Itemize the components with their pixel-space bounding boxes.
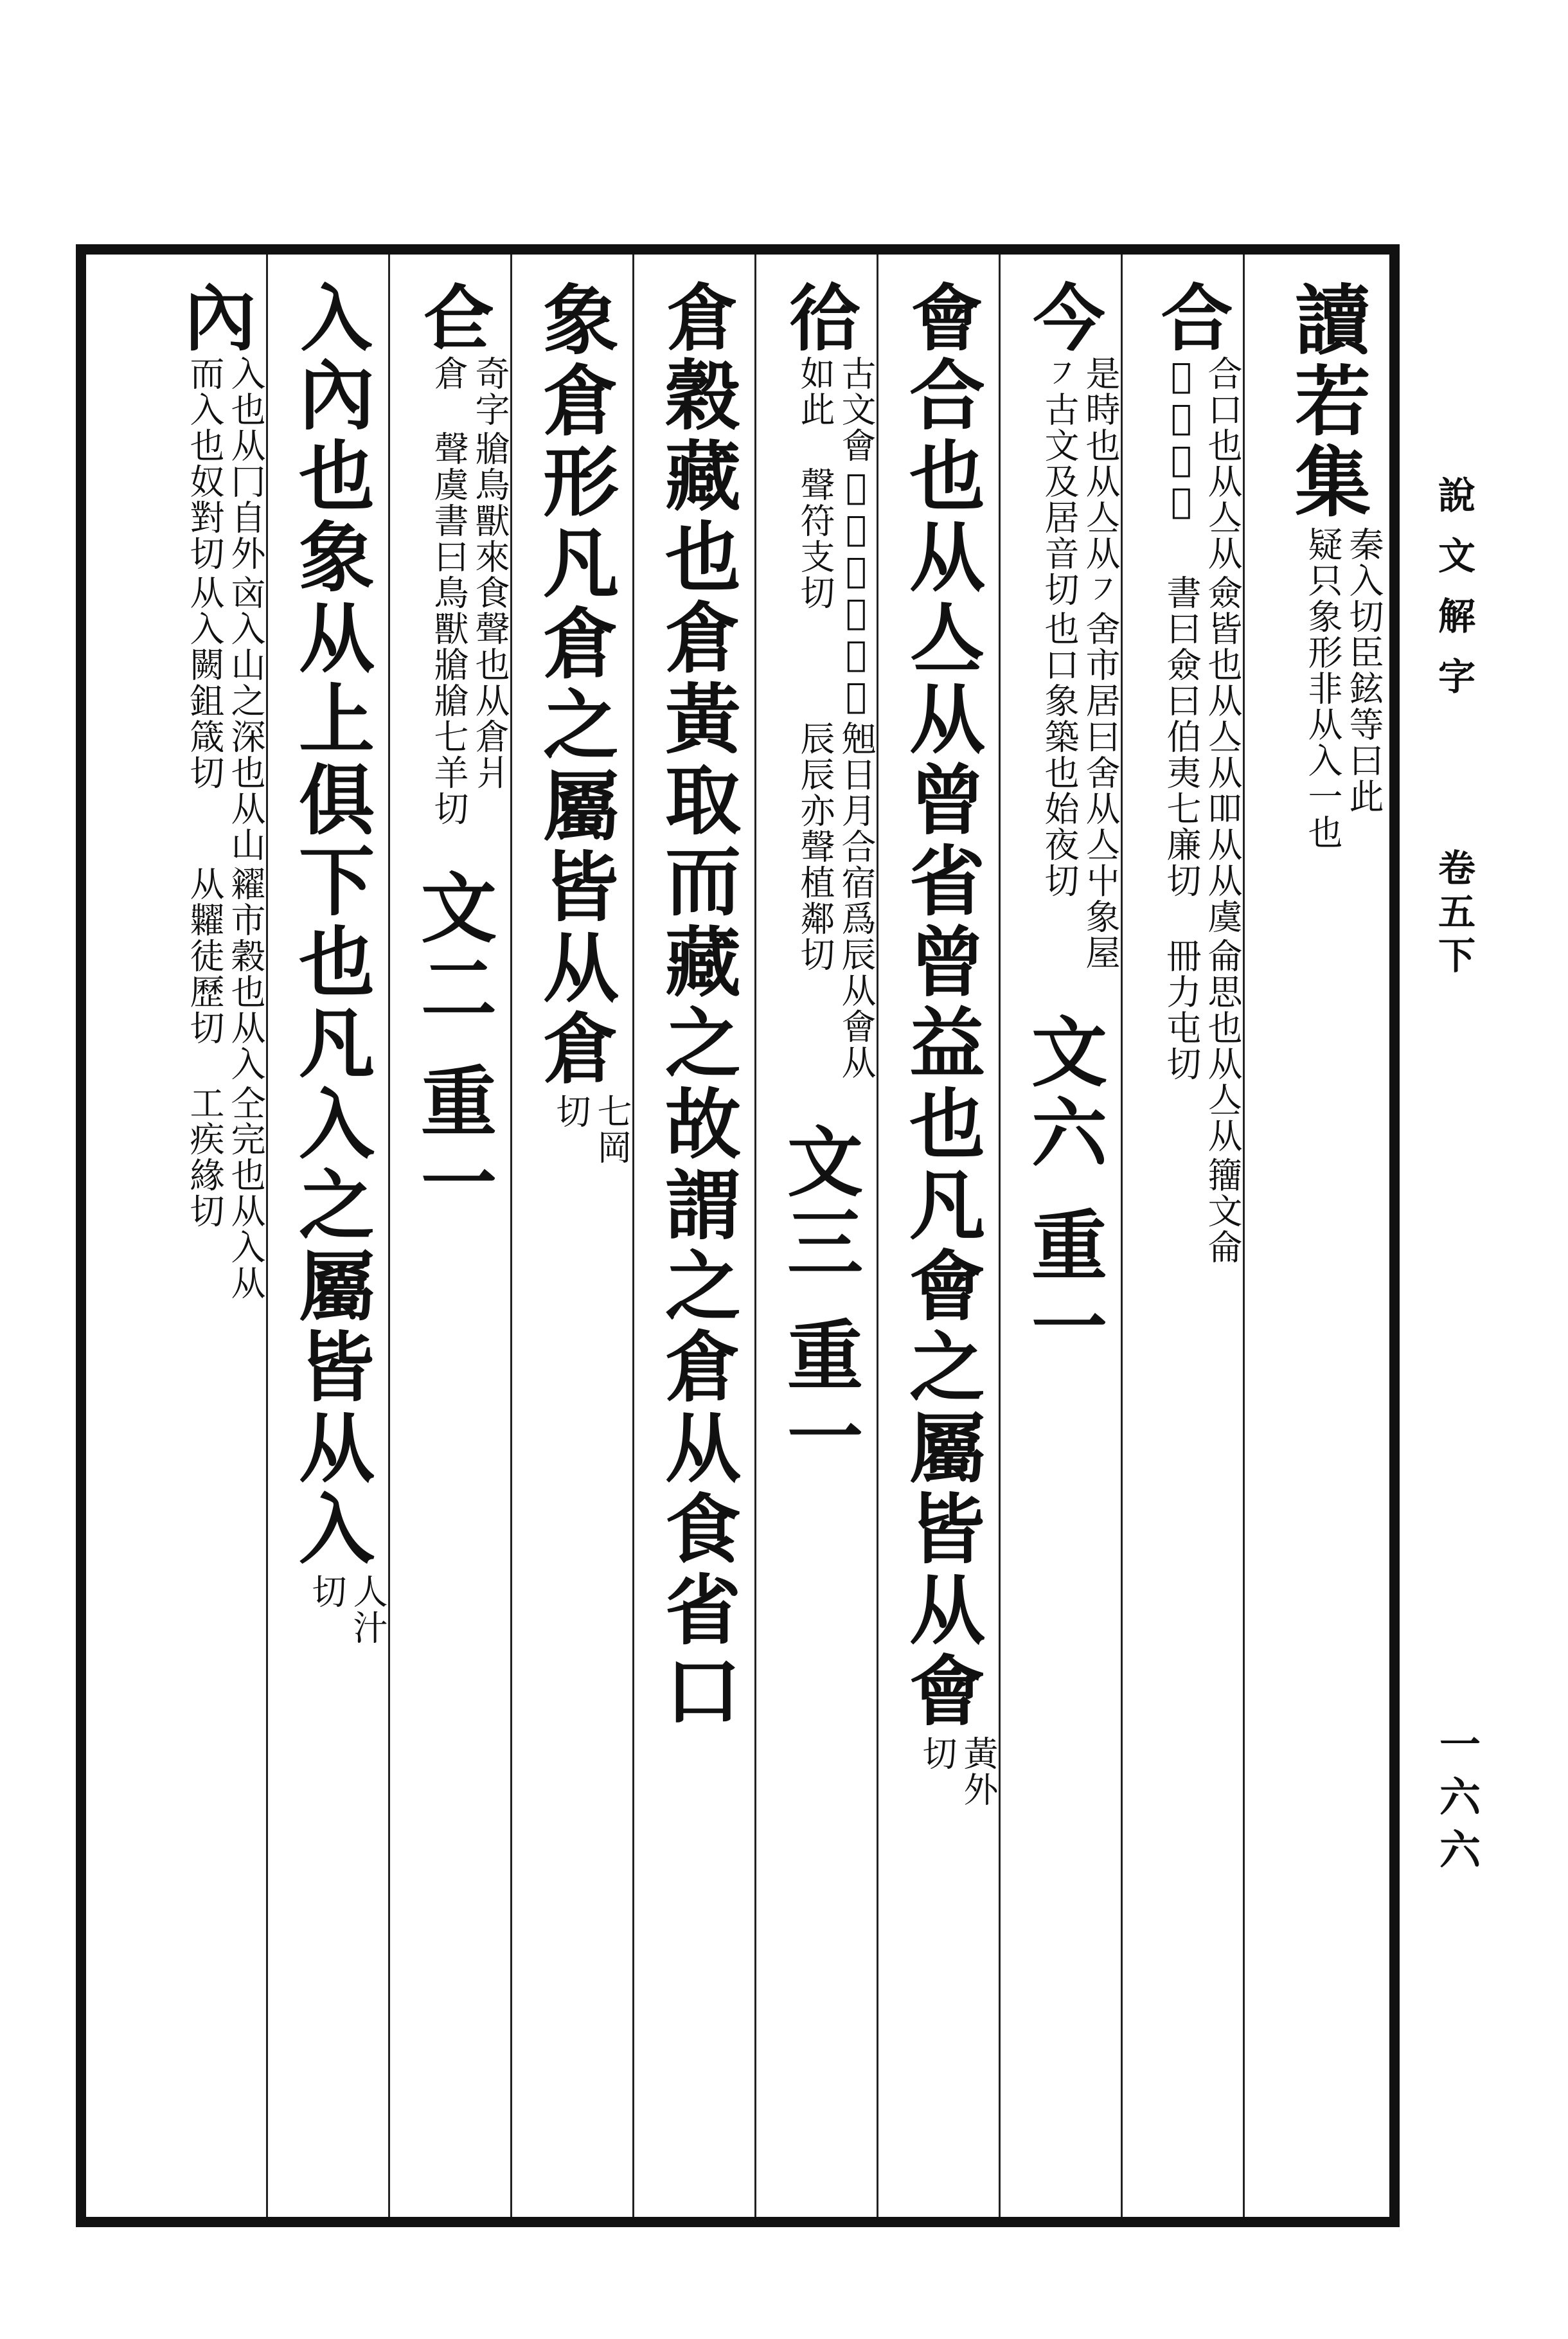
main-text: 穀藏也倉黃取而藏之故謂之倉从食省口 [652, 355, 742, 1733]
character-count: 文六 重一 [1019, 1012, 1108, 1368]
seal-character: 內 [172, 280, 256, 352]
column-rule [1243, 255, 1245, 2217]
annotation: 糴市穀也从入 从糶徒歷切 [184, 866, 266, 1082]
annotation: 牄鳥獸來食聲也从倉爿 聲虞書曰鳥獸牄牄七羊切 [429, 431, 510, 827]
column-rule [754, 255, 756, 2217]
seal-character: 合 [1149, 280, 1233, 352]
column-rule [266, 255, 268, 2217]
annotation: 古文會 如此 [795, 355, 877, 464]
character-count: 文二 重一 [408, 868, 497, 1224]
main-text: 讀若集 [1282, 280, 1371, 523]
annotation: 仝完也从入从 工疾緣切 [184, 1085, 266, 1302]
annotation: 侖思也从亼从 冊力屯切 [1161, 938, 1243, 1154]
annotation: 入也从冂自外 而入也奴對切 [184, 355, 266, 572]
volume-label: 卷五下 [1432, 848, 1475, 980]
annotation: 僉皆也从亼从吅从从虞 書曰僉曰伯夷七廉切 [1161, 575, 1243, 935]
seal-character: 仺 [411, 280, 495, 352]
column-1 [1256, 280, 1384, 2209]
column-5 [767, 280, 877, 2209]
column-rule [877, 255, 878, 2217]
annotation: 舍市居曰舍从亼屮象屋 也口象築也始夜切 [1039, 611, 1121, 971]
annotation: 秦入切臣鉉等曰此 疑只象形非从入一也 [1303, 526, 1384, 851]
column-9 [279, 280, 388, 2209]
annotation: 七岡 切 [551, 1093, 632, 1166]
seal-character: 會 [899, 280, 983, 352]
seal-character: 倉 [655, 280, 739, 352]
page-number: 一六六 [1432, 1723, 1481, 1881]
column-10 [157, 280, 266, 2209]
seal-character: 㣛 [777, 280, 861, 352]
annotation: 合口也从亼从 𠚕侯閤切 [1161, 355, 1243, 572]
main-text: 象倉形凡倉之屬皆从倉 [530, 280, 619, 1090]
annotation: 𢔾益也从會卑 聲符支切 [795, 467, 877, 718]
main-text: 內也象从上俱下也凡入之屬皆从入 [286, 355, 375, 1571]
column-4 [889, 280, 999, 2209]
annotation: 奇字 倉 [429, 355, 510, 428]
column-8 [401, 280, 510, 2209]
annotation: 是時也从亼从㇇ ㇇古文及居音切 [1039, 355, 1121, 608]
column-rule [1121, 255, 1123, 2217]
annotation: 𣆶日月合宿爲辰从會从 辰辰亦聲植鄰切 [795, 721, 877, 1081]
annotation: 黃外 切 [917, 1735, 999, 1808]
seal-character: 入 [289, 280, 373, 352]
main-text: 合也从亼从曾省曾益也凡會之屬皆从會 [896, 355, 986, 1733]
annotation: 籒文侖 [1202, 1157, 1243, 1266]
book-title: 說文解字 [1432, 476, 1475, 717]
column-6 [645, 280, 754, 2209]
annotation: 㐫入山之深也从山 从入闕鉏箴切 [184, 575, 266, 863]
column-rule [388, 255, 390, 2217]
column-3 [1011, 280, 1121, 2209]
column-7 [523, 280, 632, 2209]
column-rule [510, 255, 512, 2217]
column-2 [1134, 280, 1243, 2209]
column-rule [632, 255, 634, 2217]
character-count: 文三 重一 [774, 1122, 864, 1478]
text-frame [76, 244, 1400, 2227]
seal-character: 今 [1021, 280, 1105, 352]
annotation: 人汁 切 [307, 1573, 388, 1646]
column-rule [999, 255, 1001, 2217]
